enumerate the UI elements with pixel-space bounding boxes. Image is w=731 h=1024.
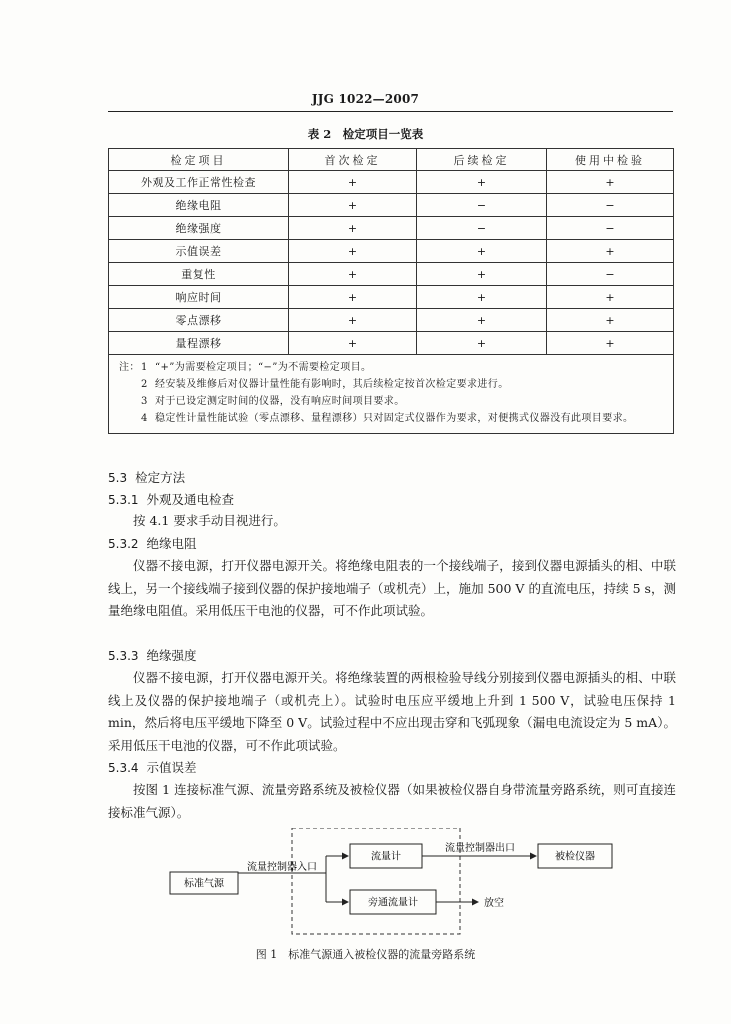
row-item: 量程漂移 — [109, 332, 289, 355]
instrument-label: 被检仪器 — [555, 851, 595, 863]
note-text: 对于已设定测定时间的仪器，没有响应时间项目要求。 — [155, 396, 405, 407]
section-number: 5.3.4 — [108, 761, 139, 775]
section-heading-5-3-2 — [108, 533, 676, 555]
table-caption: 表 2 检定项目一览表 — [307, 127, 424, 141]
table-row — [109, 263, 674, 286]
table-row — [109, 171, 674, 194]
row-item: 绝缘电阻 — [109, 194, 289, 217]
row-subsequent: + — [417, 332, 547, 355]
row-in-use: + — [547, 332, 674, 355]
section-title: 示值误差 — [146, 760, 197, 775]
row-item: 重复性 — [109, 263, 289, 286]
table-note — [119, 376, 665, 393]
table-row — [109, 240, 674, 263]
row-in-use: + — [547, 240, 674, 263]
bypass-flowmeter-label: 旁通流量计 — [368, 897, 418, 909]
note-number: 1 — [141, 362, 148, 373]
inlet-label: 流量控制器入口 — [247, 862, 317, 873]
row-item: 绝缘强度 — [109, 217, 289, 240]
section-number: 5.3 — [108, 471, 128, 485]
row-subsequent: + — [417, 309, 547, 332]
row-subsequent: + — [417, 240, 547, 263]
standard-gas-source-label: 标准气源 — [184, 878, 224, 890]
row-first: + — [289, 171, 417, 194]
vent-label: 放空 — [484, 898, 504, 909]
row-first: + — [289, 309, 417, 332]
section-title: 检定方法 — [135, 470, 186, 485]
figure-caption: 图 1 标准气源通入被检仪器的流量旁路系统 — [255, 948, 476, 961]
table-row — [109, 309, 674, 332]
row-in-use: + — [547, 171, 674, 194]
table-note — [119, 410, 665, 427]
row-first: + — [289, 286, 417, 309]
row-item: 零点漂移 — [109, 309, 289, 332]
section-title: 绝缘强度 — [146, 648, 197, 663]
row-subsequent: − — [417, 194, 547, 217]
header-rule — [108, 111, 673, 112]
notes-prefix: 注： — [119, 362, 140, 373]
row-subsequent: + — [417, 171, 547, 194]
section-number: 5.3.1 — [108, 493, 139, 507]
note-text: “+”为需要检定项目；“−”为不需要检定项目。 — [155, 362, 372, 373]
table-row — [109, 332, 674, 355]
row-item: 响应时间 — [109, 286, 289, 309]
row-first: + — [289, 194, 417, 217]
section-heading-5-3-1 — [108, 489, 676, 511]
table-notes — [109, 355, 674, 434]
row-in-use: − — [547, 194, 674, 217]
section-5-3-1-body: 按 4.1 要求手动目视进行。 — [133, 513, 286, 528]
table-row — [109, 194, 674, 217]
table-note — [119, 393, 665, 410]
row-first: + — [289, 263, 417, 286]
note-text: 稳定性计量性能试验（零点漂移、量程漂移）只对固定式仪器作为要求，对便携式仪器没有此项目要求。 — [155, 413, 634, 424]
row-in-use: + — [547, 286, 674, 309]
note-text: 经安装及维修后对仪器计量性能有影响时，其后续检定按首次检定要求进行。 — [155, 379, 509, 390]
row-in-use: + — [547, 309, 674, 332]
note-number: 3 — [141, 396, 148, 407]
note-number: 4 — [141, 413, 148, 424]
inspection-items-table — [108, 148, 674, 434]
page-header: JJG 1022—2007 — [311, 92, 420, 106]
table-header-row — [109, 149, 674, 171]
section-title: 绝缘电阻 — [146, 536, 197, 551]
section-5-3-2-body: 仪器不接电源，打开仪器电源开关。将绝缘电阻表的一个接线端子，接到仪器电源插头的相、中联线上，另一个接线端子接到仪器的保护接地端子（或机壳）上，施加 500 V 的直流电压，持续 5 s，测量绝缘电阻值。采用低压干电池的仪器，可不作此项试验。 — [108, 558, 676, 618]
table-notes-row — [109, 355, 674, 434]
col-header-in-use: 使用中检验 — [547, 149, 674, 171]
section-heading-5-3 — [108, 467, 676, 489]
row-item: 外观及工作正常性检查 — [109, 171, 289, 194]
section-heading-5-3-3 — [108, 645, 676, 667]
row-first: + — [289, 217, 417, 240]
section-number: 5.3.3 — [108, 649, 139, 663]
row-subsequent: + — [417, 263, 547, 286]
table-note — [119, 359, 665, 376]
section-number: 5.3.2 — [108, 537, 139, 551]
section-5-3-4-body: 按图 1 连接标准气源、流量旁路系统及被检仪器（如果被检仪器自身带流量旁路系统，则可直接连接标准气源）。 — [108, 782, 676, 820]
col-header-item: 检定项目 — [109, 149, 289, 171]
table-row — [109, 217, 674, 240]
table-row — [109, 286, 674, 309]
section-heading-5-3-4 — [108, 757, 676, 779]
row-first: + — [289, 332, 417, 355]
row-in-use: − — [547, 217, 674, 240]
row-subsequent: − — [417, 217, 547, 240]
flow-bypass-diagram — [150, 828, 630, 938]
section-title: 外观及通电检查 — [146, 492, 235, 507]
outlet-label: 流量控制器出口 — [445, 843, 515, 854]
col-header-first: 首次检定 — [289, 149, 417, 171]
flowmeter-label: 流量计 — [371, 851, 401, 863]
col-header-subsequent: 后续检定 — [417, 149, 547, 171]
section-5-3-3-body: 仪器不接电源，打开仪器电源开关。将绝缘装置的两根检验导线分别接到仪器电源插头的相、中联线上及仪器的保护接地端子（或机壳上）。试验时电压应平缓地上升到 1 500 V，试验电压保持 1 min，然后将电压平缓地下降至 0 V。试验过程中不应出现击穿和飞弧现象（漏电电流设定为 5 mA）。采用低压干电池的仪器，可不作此项试验。 — [108, 670, 676, 753]
row-subsequent: + — [417, 286, 547, 309]
row-first: + — [289, 240, 417, 263]
row-item: 示值误差 — [109, 240, 289, 263]
row-in-use: − — [547, 263, 674, 286]
note-number: 2 — [141, 379, 148, 390]
